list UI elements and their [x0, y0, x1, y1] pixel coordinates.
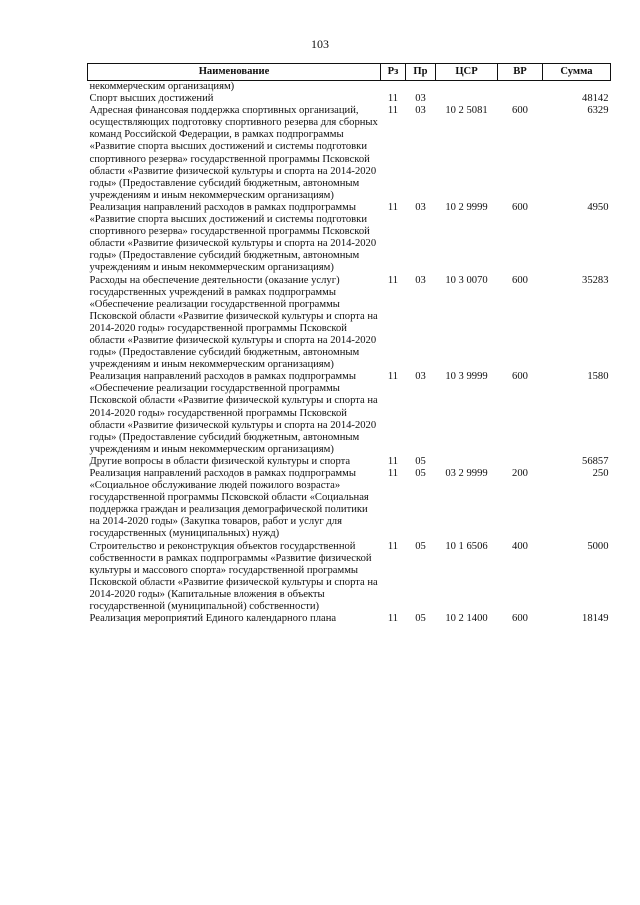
cell-csr: 10 3 0070 — [445, 274, 488, 286]
cell-vr: 600 — [512, 274, 528, 286]
cell-csr: 10 1 6506 — [445, 540, 488, 552]
cell-pr: 03 — [415, 371, 426, 383]
cell-vr: 400 — [512, 540, 528, 552]
cell-sum: 18149 — [582, 613, 609, 625]
cell-pr: 05 — [415, 455, 426, 467]
header-pr: Пр — [406, 64, 436, 81]
cell-pr: 03 — [415, 201, 426, 213]
cell-name: Реализация направлений расходов в рамках подпрограммы «Социальное обслуживание людей пожилого возраста» государственной программы Псковской области «Социальная поддержка граждан и реализация демографической политики на 2014-2020 годы» (Закупка товаров, работ и услуг для государственных (муниципальных) нужд) — [89, 468, 369, 540]
cell-sum: 4950 — [587, 201, 609, 213]
cell-vr: 600 — [512, 613, 528, 625]
cell-sum: 1580 — [587, 371, 609, 383]
cell-vr — [498, 456, 543, 468]
cell-name: Расходы на обеспечение деятельности (оказание услуг) государственных учреждений в рамках подпрограммы «Обеспечение реализации государственной программы Псковской области «Развитие физической культуры и спорта на 2014-2020 годы» государственной программы Псковской области «Развитие физической культуры и спорта на 2014-2020 годы» (Предоставление субсидий бюджетным, автономным учреждениям и иным некоммерческим организациям) — [89, 274, 378, 371]
table-row — [88, 275, 611, 372]
cell-name: Спорт высших достижений — [89, 93, 214, 105]
cell-name: Строительство и реконструкция объектов государственной собственности в рамках подпрограммы «Развитие физической культуры и массового спорта» государственной программы Псковской области «Развитие физической культуры и спорта на 2014-2020 годы» (Капитальные вложения в объекты государственной (муниципальной) собственности) — [89, 540, 378, 613]
cell-rz: 11 — [387, 201, 399, 213]
cell-sum: 56857 — [582, 455, 609, 467]
cell-csr: 10 2 5081 — [445, 105, 488, 117]
cell-rz: 11 — [387, 93, 399, 105]
table-row — [88, 468, 611, 541]
table-row — [88, 541, 611, 614]
cell-sum: 35283 — [582, 274, 609, 286]
cell-pr: 05 — [415, 613, 426, 625]
cell-sum — [543, 81, 611, 94]
cell-sum: 5000 — [587, 540, 609, 552]
header-name: Наименование — [88, 64, 381, 81]
cell-name: некоммерческим организациям) — [89, 81, 235, 92]
cell-name: Реализация направлений расходов в рамках подпрограммы «Развитие спорта высших достижений и системы подготовки спортивного резерва» государственной программы Псковской области «Развитие физической культуры и спорта на 2014-2020 годы» (Предоставление субсидий бюджетным, автономным учреждениям и иным некоммерческим организациям) — [89, 201, 377, 274]
cell-csr — [436, 93, 498, 105]
cell-rz: 11 — [387, 613, 399, 625]
cell-pr: 05 — [415, 468, 426, 479]
header-csr: ЦСР — [436, 64, 498, 81]
table-row — [88, 456, 611, 468]
cell-rz: 11 — [387, 468, 399, 479]
cell-pr — [406, 81, 436, 94]
cell-rz: 11 — [387, 455, 399, 467]
header-sum: Сумма — [543, 64, 611, 81]
table-body — [88, 81, 611, 626]
cell-vr: 600 — [512, 201, 528, 213]
cell-pr: 03 — [415, 105, 426, 117]
table-row — [88, 105, 611, 202]
cell-rz: 11 — [387, 105, 399, 117]
cell-vr: 600 — [512, 105, 528, 117]
table-row — [88, 202, 611, 275]
budget-table — [87, 63, 611, 625]
cell-name: Адресная финансовая поддержка спортивных организаций, осуществляющих подготовку спортивного резерва для сборных команд Российской Федерации, в рамках подпрограммы «Развитие спорта высших достижений и системы подготовки спортивного резерва» государственной программы Псковской области «Развитие физической культуры и спорта на 2014-2020 годы» (Предоставление субсидий бюджетным, автономным учреждениям и иным некоммерческим организациям) — [89, 105, 378, 201]
cell-vr — [498, 93, 543, 105]
table-row — [88, 81, 611, 94]
cell-csr — [436, 81, 498, 94]
cell-vr — [498, 81, 543, 94]
table-row — [88, 613, 611, 625]
cell-pr: 05 — [415, 540, 426, 552]
cell-csr: 10 2 9999 — [445, 201, 488, 213]
cell-sum: 250 — [592, 468, 609, 479]
header-vr: ВР — [498, 64, 543, 81]
cell-vr: 600 — [512, 371, 528, 383]
cell-rz — [381, 81, 406, 94]
table-row — [88, 93, 611, 105]
cell-csr: 03 2 9999 — [445, 468, 488, 479]
cell-name: Реализация мероприятий Единого календарного плана — [89, 613, 337, 625]
cell-rz: 11 — [387, 371, 399, 383]
table-header-row — [88, 64, 611, 81]
cell-csr: 10 2 1400 — [445, 613, 488, 625]
cell-pr: 03 — [415, 93, 426, 105]
cell-pr: 03 — [415, 274, 426, 286]
table-row — [88, 371, 611, 456]
header-rz: Рз — [381, 64, 406, 81]
cell-sum: 48142 — [582, 93, 609, 105]
cell-rz: 11 — [387, 540, 399, 552]
page-number: 103 — [311, 37, 329, 51]
cell-rz: 11 — [387, 274, 399, 286]
cell-vr: 200 — [512, 468, 528, 479]
cell-name: Реализация направлений расходов в рамках подпрограммы «Обеспечение реализации государственной программы Псковской области «Развитие физической культуры и спорта на 2014-2020 годы» государственной программы Псковской области «Развитие физической культуры и спорта на 2014-2020 годы» (Предоставление субсидий бюджетным, автономным учреждениям и иным некоммерческим организациям) — [89, 371, 378, 455]
cell-sum: 6329 — [587, 105, 609, 117]
cell-csr: 10 3 9999 — [445, 371, 488, 383]
cell-csr — [436, 456, 498, 468]
cell-name: Другие вопросы в области физической культуры и спорта — [89, 455, 351, 467]
